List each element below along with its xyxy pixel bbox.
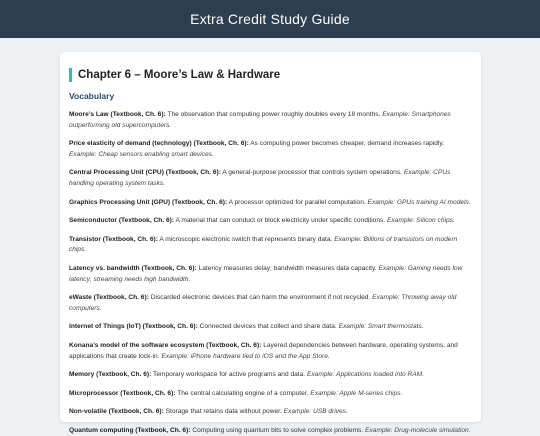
study-guide-card <box>60 52 481 434</box>
vocab-term: Internet of Things (IoT) (Textbook, Ch. 6): <box>69 323 198 331</box>
vocab-definition: The central calculating engine of a computer. <box>177 389 309 397</box>
vocab-term: Price elasticity of demand (technology) (Textbook, Ch. 6): <box>69 140 249 148</box>
vocab-example: Example: Smartphones outperforming old supercomputers. <box>69 111 451 129</box>
vocab-example: Example: Silicon chips. <box>386 217 455 225</box>
vocab-example: Example: USB drives. <box>283 408 348 416</box>
vocab-item <box>69 168 472 189</box>
vocab-definition: As computing power becomes cheaper, demand increases rapidly. <box>250 140 445 148</box>
vocab-example: Example: GPUs training AI models. <box>367 198 471 206</box>
vocab-item <box>69 341 472 362</box>
vocab-item <box>69 264 472 285</box>
vocab-example: Example: Gaming needs low latency; streaming needs high bandwidth. <box>69 264 463 283</box>
vocab-item <box>69 110 472 131</box>
vocab-example: Example: Cheap sensors enabling smart devices. <box>69 150 214 158</box>
vocab-definition: Connected devices that collect and share data. <box>199 323 337 331</box>
vocab-item <box>69 426 472 436</box>
vocab-term: eWaste (Textbook, Ch. 6): <box>69 294 149 302</box>
vocab-term: Microprocessor (Textbook, Ch. 6): <box>69 389 176 397</box>
vocab-term: Moore’s Law (Textbook, Ch. 6): <box>69 111 166 118</box>
vocab-example: Example: Drug-molecule simulation. <box>364 426 471 434</box>
vocab-definition: Storage that retains data without power. <box>165 408 282 416</box>
vocab-term: Latency vs. bandwidth (Textbook, Ch. 6): <box>69 264 197 272</box>
vocab-definition: Layered dependencies between hardware, operating systems, and applications that create lock-in. <box>69 341 458 360</box>
vocab-term: Konana’s model of the software ecosystem (Textbook, Ch. 6): <box>69 341 262 349</box>
vocab-term: Memory (Textbook, Ch. 6): <box>69 371 152 379</box>
vocab-example: Example: Throwing away old computers. <box>69 294 457 312</box>
vocab-item <box>69 235 472 256</box>
vocab-term: Semiconductor (Textbook, Ch. 6): <box>69 217 175 225</box>
vocab-term: Graphics Processing Unit (GPU) (Textbook, Ch. 6): <box>69 198 228 206</box>
vocab-example: Example: iPhone hardware tied to iOS and the App Store. <box>161 352 330 360</box>
vocab-definition: A microscopic electronic switch that represents binary data. <box>159 235 333 243</box>
page-title: Extra Credit Study Guide <box>190 11 350 27</box>
vocab-item <box>69 370 472 381</box>
section-title: Vocabulary <box>69 91 115 101</box>
vocab-item <box>69 407 472 418</box>
vocab-definition: Computing using quantum bits to solve complex problems. <box>192 426 364 434</box>
vocab-term: Non-volatile (Textbook, Ch. 6): <box>69 408 164 416</box>
vocab-definition: A general-purpose processor that controls system operations. <box>222 169 402 177</box>
vocab-item <box>69 139 472 160</box>
vocab-example: Example: Billions of transistors on modern chips. <box>69 235 458 254</box>
vocab-definition: Discarded electronic devices that can harm the environment if not recycled. <box>150 294 371 302</box>
vocab-item <box>69 322 472 333</box>
header-bar <box>0 0 540 38</box>
vocab-definition: A material that can conduct or block electricity under specific conditions. <box>175 217 386 225</box>
vocab-example: Example: Apple M-series chips. <box>310 389 403 397</box>
chapter-title: Chapter 6 – Moore’s Law & Hardware <box>69 68 472 82</box>
vocab-term: Quantum computing (Textbook, Ch. 6): <box>69 426 191 434</box>
vocab-definition: The observation that computing power roughly doubles every 18 months. <box>167 111 381 118</box>
vocab-example: Example: Smart thermostats. <box>338 323 424 331</box>
vocab-item <box>69 389 472 400</box>
vocab-definition: Temporary workspace for active programs and data. <box>153 371 306 379</box>
vocab-item <box>69 198 472 209</box>
vocab-example: Example: Applications loaded into RAM. <box>306 371 425 379</box>
vocab-term: Central Processing Unit (CPU) (Textbook, Ch. 6): <box>69 169 221 177</box>
vocab-example: Example: CPUs handling operating system tasks. <box>69 169 451 187</box>
vocab-definition: A processor optimized for parallel computation. <box>228 198 366 206</box>
vocab-item <box>69 293 472 314</box>
vocab-term: Transistor (Textbook, Ch. 6): <box>69 235 158 243</box>
vocab-item <box>69 216 472 227</box>
vocab-definition: Latency measures delay; bandwidth measures data capacity. <box>198 264 377 272</box>
